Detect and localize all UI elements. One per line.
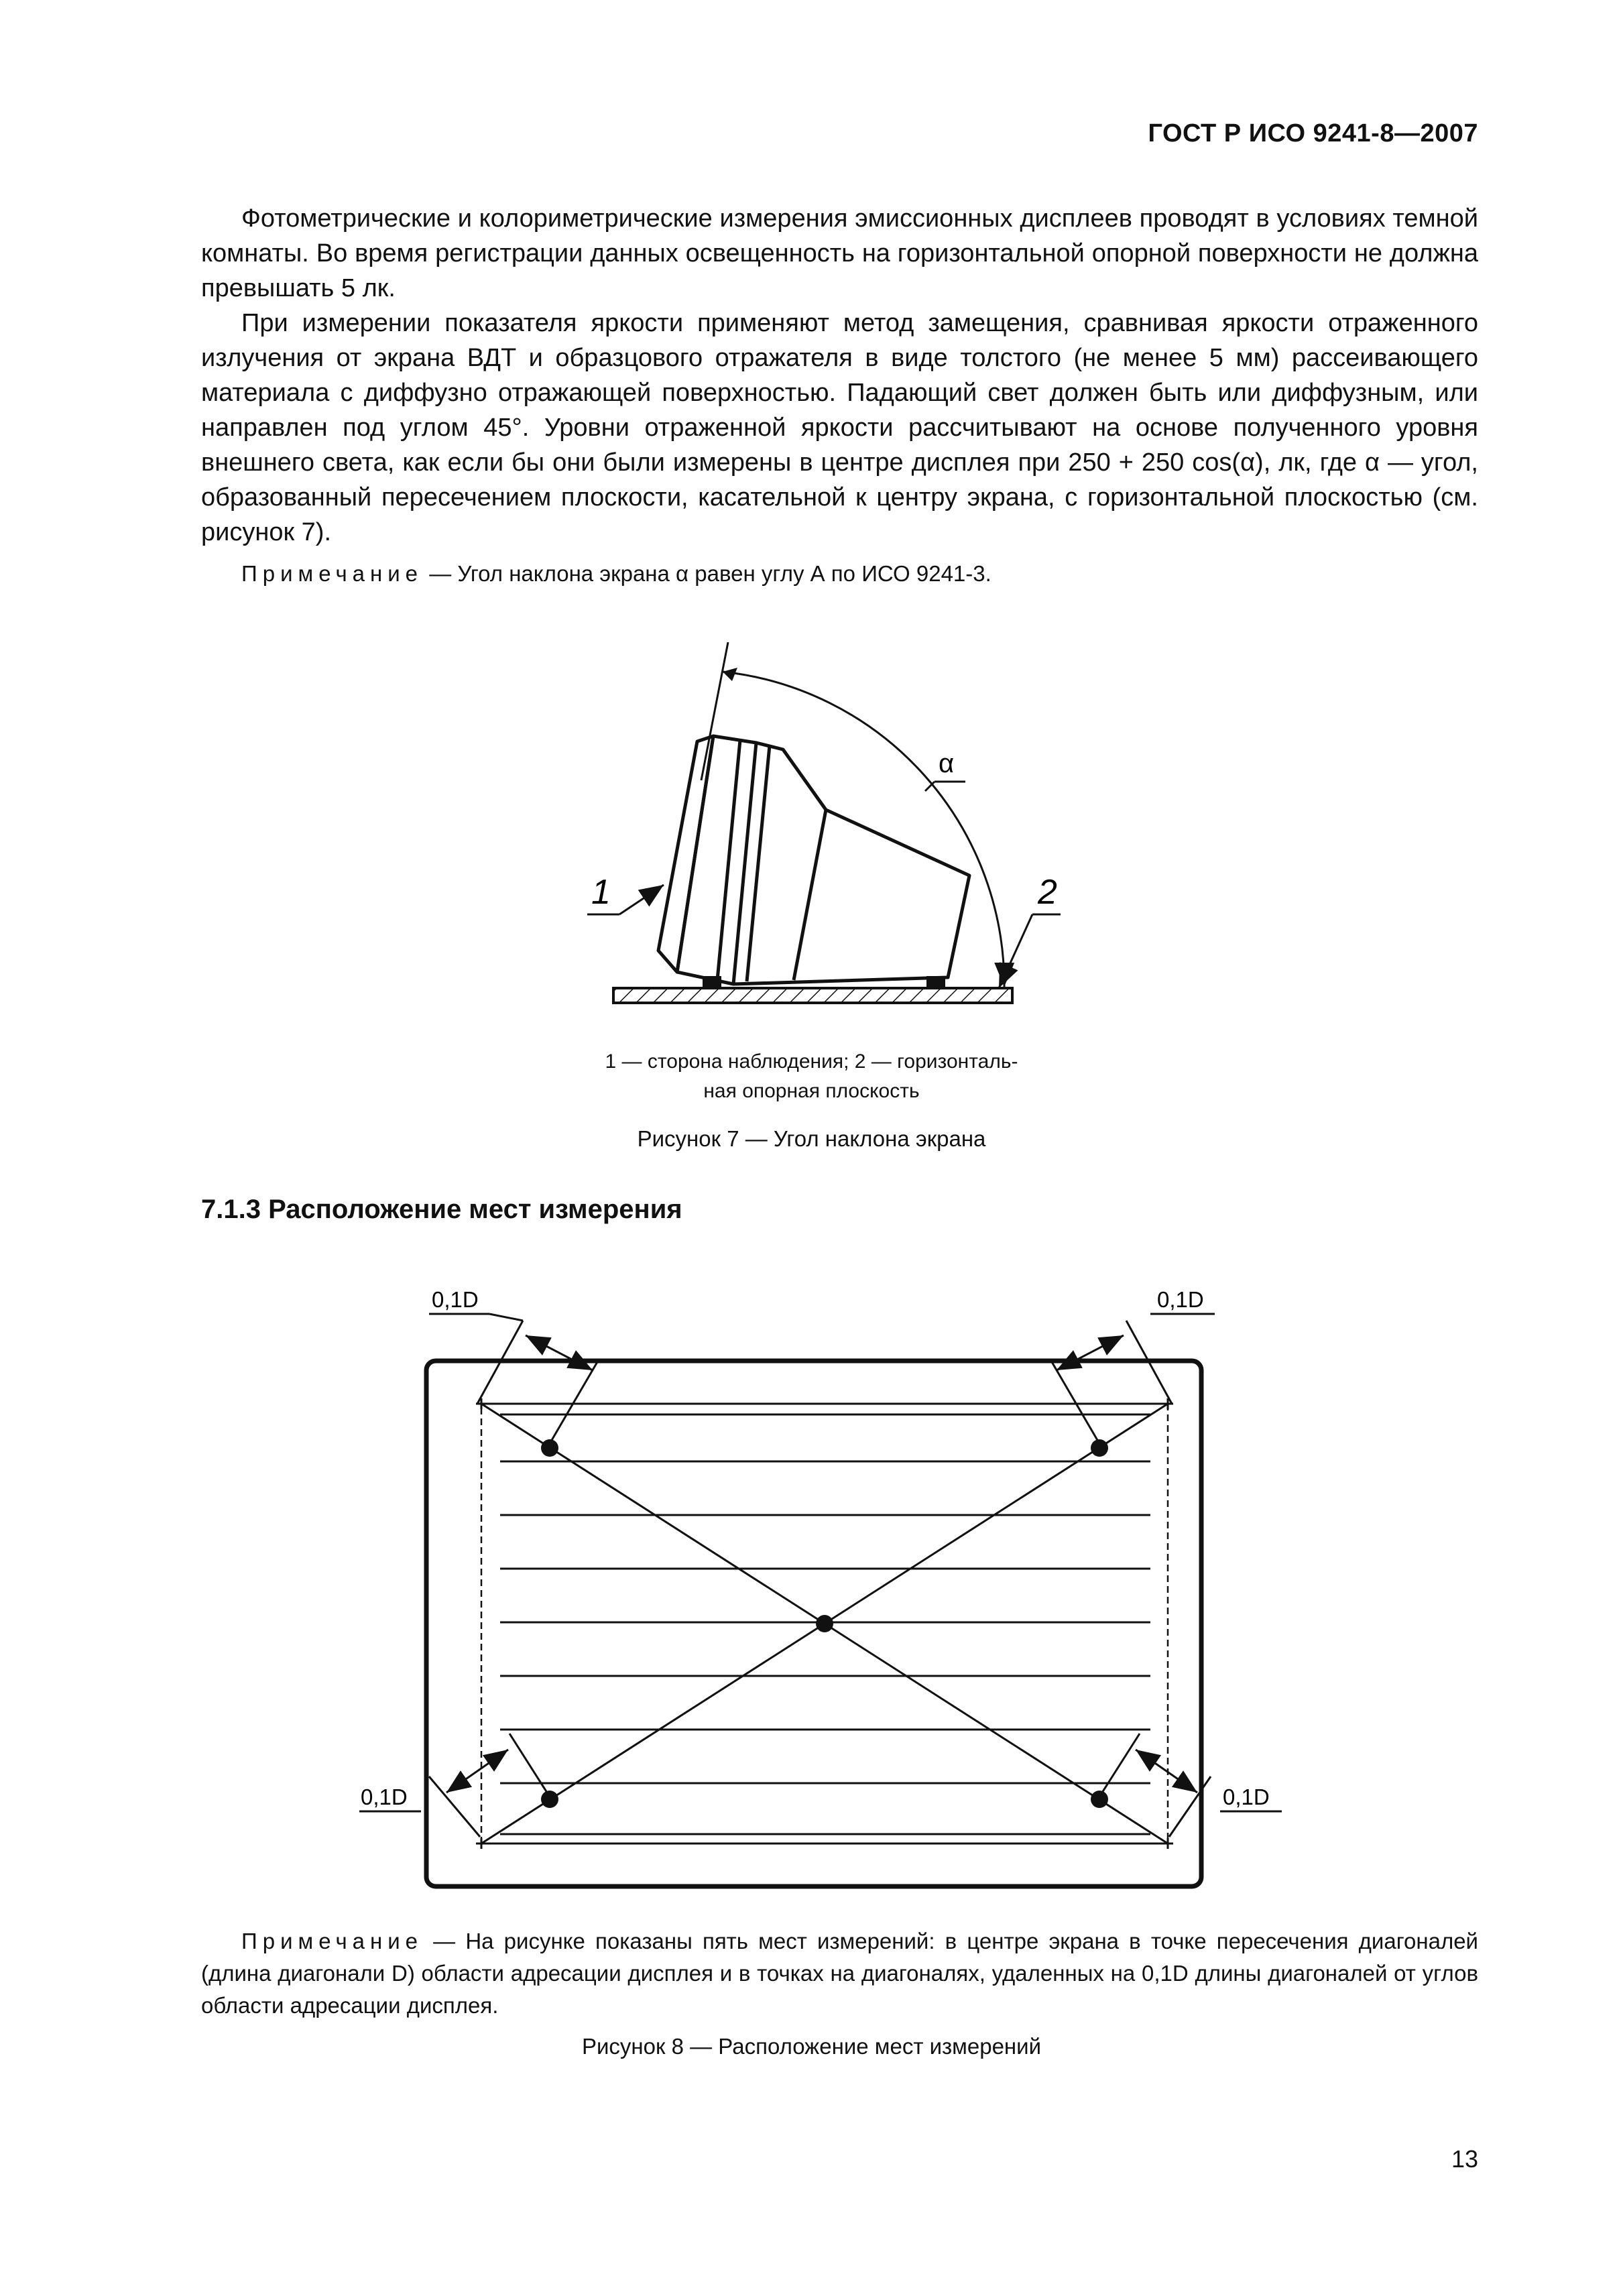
dimension-top-left	[429, 1314, 598, 1441]
note-text: — Угол наклона экрана α равен углу А по ИСО 9241-3.	[429, 561, 991, 586]
note-label: Примечание	[241, 561, 424, 586]
page-number: 13	[1451, 2145, 1478, 2173]
note-measurement-points	[201, 1925, 1478, 2022]
legend-line-2: ная опорная плоскость	[703, 1080, 920, 1102]
figure-8-measurement-locations	[0, 1260, 1623, 1897]
screen-plane-line	[701, 642, 728, 780]
dim-label-bottom-right: 0,1D	[1223, 1785, 1270, 1809]
note-screen-tilt	[201, 558, 1478, 590]
legend-line-1: 1 — сторона наблюдения; 2 — горизонталь-	[605, 1050, 1018, 1073]
dimension-top-right	[1051, 1314, 1215, 1441]
measurement-points	[541, 1439, 1108, 1808]
paragraph-method: При измерении показателя яркости применяют метод замещения, сравнивая яркости отраженного излучения от экрана ВДТ и образцового отражателя в виде толстого (не менее 5 мм) рассеивающего материала с диффузно отражающей поверхностью. Падающий свет должен быть или диффузным, или направлен под углом 45°. Уровни отраженной яркости рассчитывают на основе полученного уровня внешнего света, как если бы они были измерены в центре дисплея при 250 + 250 cos(α), лк, где α — угол, образованный пересечением плоскости, касательной к центру экрана, с горизонтальной плоскостью (см. рисунок 7).	[201, 309, 1478, 546]
paragraph-conditions: Фотометрические и колориметрические измерения эмиссионных дисплеев проводят в условиях темной комнаты. Во время регистрации данных освещенность на горизонтальной опорной поверхности не должна превышать 5 лк.	[201, 204, 1478, 302]
alpha-label: α	[939, 749, 955, 778]
angle-arc-arrowhead	[723, 668, 737, 681]
point-bottom-left	[541, 1791, 558, 1808]
figure-7-monitor-tilt	[0, 623, 1623, 1026]
dim-label-bottom-left: 0,1D	[361, 1785, 408, 1809]
note-2-label: Примечание	[241, 1929, 424, 1953]
callout-1: 1	[591, 873, 611, 912]
figure-7-legend	[0, 1047, 1623, 1106]
point-top-left	[541, 1439, 558, 1457]
section-heading: 7.1.3 Расположение мест измерения	[201, 1195, 682, 1224]
note-2-text: — На рисунке показаны пять мест измерений: в центре экрана в точке пересечения диагоналей (длина диагонали D) области адресации дисплея и в точках на диагоналях, удаленных на 0,1D длины диагоналей от углов области адресации дисплея.	[201, 1929, 1478, 2018]
callout-2: 2	[1038, 873, 1057, 912]
reference-plane	[613, 988, 1012, 1003]
display-frame	[426, 1361, 1201, 1886]
point-top-right	[1091, 1439, 1108, 1457]
dim-label-top-left: 0,1D	[432, 1287, 479, 1312]
point-center	[816, 1615, 833, 1632]
angle-arc	[723, 672, 1004, 987]
point-bottom-right	[1091, 1791, 1108, 1808]
standard-header: ГОСТ Р ИСО 9241-8—2007	[1148, 119, 1478, 147]
dim-label-top-right: 0,1D	[1157, 1287, 1204, 1312]
figure-7-caption: Рисунок 7 — Угол наклона экрана	[637, 1126, 986, 1151]
figure-8-caption: Рисунок 8 — Расположение мест измерений	[581, 2034, 1042, 2059]
